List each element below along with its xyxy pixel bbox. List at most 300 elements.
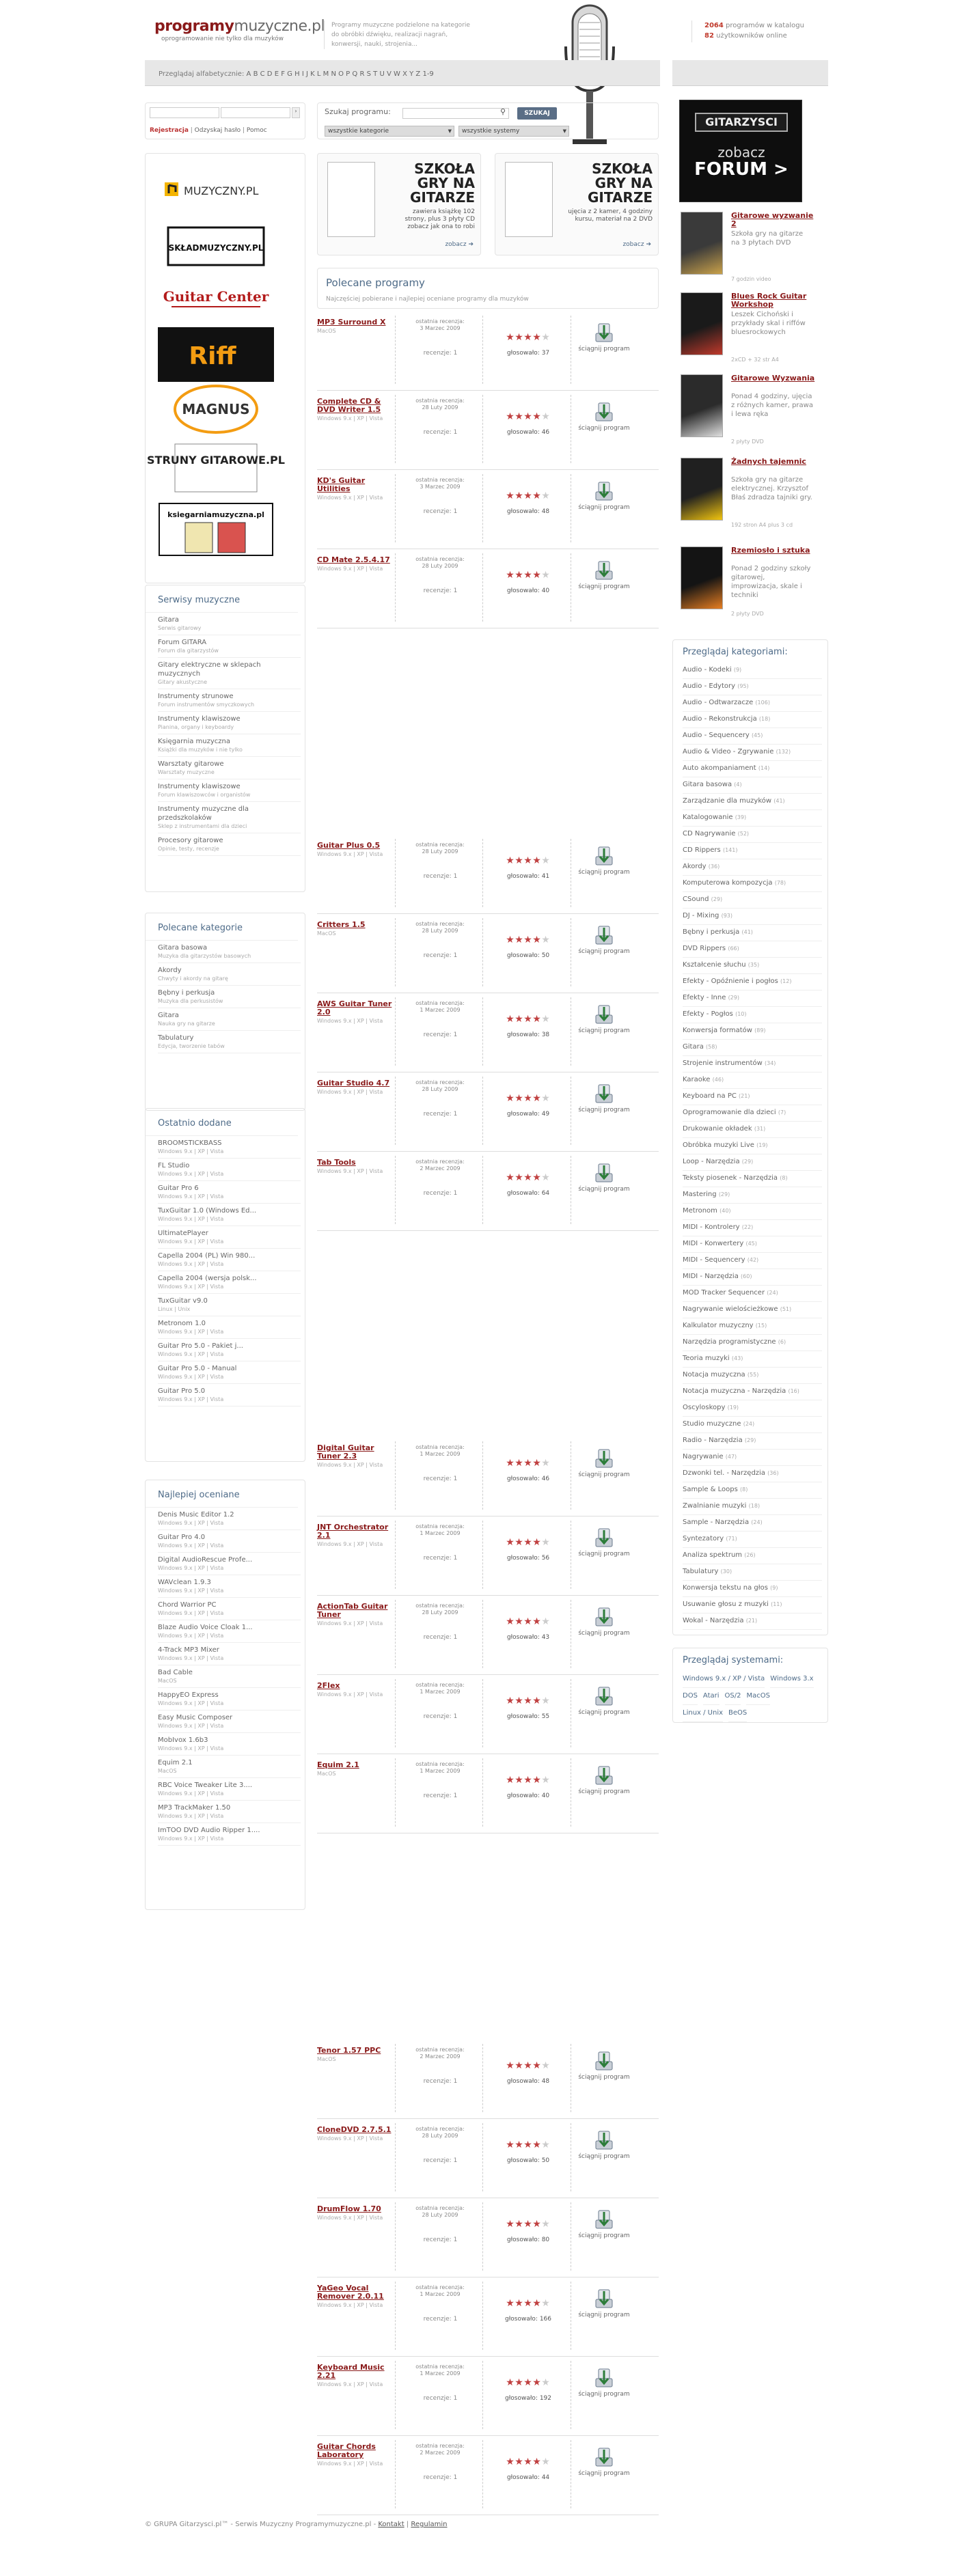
list-item-link[interactable]: Guitar Pro 4.0 xyxy=(158,1534,206,1541)
list-item[interactable] xyxy=(158,1339,301,1361)
list-item-link[interactable]: Forum GITARA xyxy=(158,639,207,646)
list-item[interactable] xyxy=(158,1598,301,1620)
category-link[interactable]: Komputerowa kompozycja xyxy=(683,879,773,887)
recover-password-link[interactable]: Odzyskaj hasło xyxy=(194,127,241,134)
star-icon[interactable]: ★ xyxy=(523,1775,532,1786)
star-icon[interactable]: ★ xyxy=(515,2139,523,2150)
rating-stars[interactable] xyxy=(485,2062,571,2071)
star-icon[interactable]: ★ xyxy=(541,2219,550,2230)
category-item[interactable] xyxy=(683,941,822,958)
rating-stars[interactable] xyxy=(485,1015,571,1024)
category-item[interactable] xyxy=(683,1269,822,1286)
category-item[interactable] xyxy=(683,892,822,909)
list-item-link[interactable]: Księgarnia muzyczna xyxy=(158,738,230,745)
alphabet-letter-link[interactable]: 1-9 xyxy=(422,70,434,78)
program-name-link[interactable]: 2Flex xyxy=(317,1681,340,1690)
star-icon[interactable]: ★ xyxy=(523,490,532,501)
book-title-link[interactable]: Gitarowe Wyzwania xyxy=(731,374,815,383)
category-item[interactable] xyxy=(683,1253,822,1269)
alphabet-letter-link[interactable]: U xyxy=(379,70,385,78)
list-item[interactable] xyxy=(158,1688,301,1711)
category-link[interactable]: Karaoke xyxy=(683,1076,711,1083)
system-link[interactable]: BeOS xyxy=(728,1705,747,1722)
list-item-link[interactable]: Denis Music Editor 1.2 xyxy=(158,1511,234,1519)
alphabet-letter-link[interactable]: P xyxy=(346,70,351,78)
star-icon[interactable]: ★ xyxy=(532,411,541,422)
category-link[interactable]: Audio - Odtwarzacze xyxy=(683,699,754,706)
star-icon[interactable]: ★ xyxy=(506,2060,515,2071)
list-item-link[interactable]: TuxGuitar v9.0 xyxy=(158,1297,208,1305)
download-button[interactable] xyxy=(577,1683,631,1716)
system-link[interactable]: DOS xyxy=(683,1688,698,1705)
list-item-link[interactable]: Gitara basowa xyxy=(158,944,208,952)
book-item[interactable] xyxy=(672,455,828,537)
alphabet-letter-link[interactable]: K xyxy=(310,70,315,78)
list-item[interactable] xyxy=(158,1181,301,1204)
category-item[interactable] xyxy=(683,679,822,695)
star-icon[interactable]: ★ xyxy=(515,1537,523,1548)
alphabet-letter-link[interactable]: N xyxy=(331,70,336,78)
list-item-link[interactable]: Guitar Pro 5.0 xyxy=(158,1387,206,1395)
download-button[interactable] xyxy=(577,478,631,511)
category-item[interactable] xyxy=(683,1105,822,1122)
category-item[interactable] xyxy=(683,1187,822,1204)
alphabet-letter-link[interactable]: F xyxy=(281,70,285,78)
list-item[interactable] xyxy=(158,1008,301,1031)
list-item[interactable] xyxy=(158,1711,301,1733)
star-icon[interactable]: ★ xyxy=(506,332,515,343)
list-item[interactable] xyxy=(158,986,301,1008)
star-icon[interactable]: ★ xyxy=(515,2219,523,2230)
star-icon[interactable]: ★ xyxy=(541,2456,550,2467)
list-item[interactable] xyxy=(158,1136,301,1159)
program-name-link[interactable]: MP3 Surround X xyxy=(317,318,386,327)
star-icon[interactable]: ★ xyxy=(532,1172,541,1183)
list-item-link[interactable]: BROOMSTICKBASS xyxy=(158,1139,222,1147)
category-item[interactable] xyxy=(683,1171,822,1187)
system-link[interactable]: MacOS xyxy=(746,1688,769,1705)
password-input[interactable] xyxy=(221,107,290,118)
list-item-link[interactable]: HappyEO Express xyxy=(158,1691,219,1699)
category-item[interactable] xyxy=(683,1138,822,1154)
list-item[interactable] xyxy=(158,802,301,833)
list-item-link[interactable]: Instrumenty muzyczne dla przedszkolaków xyxy=(158,805,249,822)
download-button[interactable] xyxy=(577,1525,631,1557)
alphabet-letter-link[interactable]: H xyxy=(294,70,300,78)
category-item[interactable] xyxy=(683,1154,822,1171)
list-item[interactable] xyxy=(158,734,301,757)
star-icon[interactable]: ★ xyxy=(541,1014,550,1025)
star-icon[interactable]: ★ xyxy=(506,490,515,501)
list-item[interactable] xyxy=(158,1575,301,1598)
category-link[interactable]: Notacja muzyczna - Narzędzia xyxy=(683,1387,786,1395)
star-icon[interactable]: ★ xyxy=(541,1458,550,1469)
forum-banner[interactable] xyxy=(679,100,802,202)
category-link[interactable]: MOD Tracker Sequencer xyxy=(683,1289,765,1297)
star-icon[interactable]: ★ xyxy=(541,855,550,866)
star-icon[interactable]: ★ xyxy=(541,1093,550,1104)
register-link[interactable]: Rejestracja xyxy=(150,127,189,134)
sponsor-logo-magnus[interactable] xyxy=(158,382,274,437)
download-button[interactable] xyxy=(577,1604,631,1637)
program-name-link[interactable]: Equim 2.1 xyxy=(317,1760,359,1769)
list-item[interactable] xyxy=(158,1530,301,1553)
category-item[interactable] xyxy=(683,909,822,925)
book-cover[interactable] xyxy=(681,292,723,355)
star-icon[interactable]: ★ xyxy=(541,1775,550,1786)
list-item[interactable] xyxy=(158,757,301,779)
rating-stars[interactable] xyxy=(485,1697,571,1706)
star-icon[interactable]: ★ xyxy=(506,1537,515,1548)
category-link[interactable]: Audio & Video - Zgrywanie xyxy=(683,748,774,756)
rating-stars[interactable] xyxy=(485,571,571,580)
category-item[interactable] xyxy=(683,1548,822,1564)
list-item[interactable] xyxy=(158,1271,301,1294)
category-link[interactable]: Wokal - Narzędzia xyxy=(683,1617,744,1624)
download-button[interactable] xyxy=(577,1762,631,1795)
system-select[interactable]: wszystkie systemy ▼ xyxy=(458,126,569,137)
star-icon[interactable]: ★ xyxy=(541,934,550,945)
download-button[interactable] xyxy=(577,2365,631,2398)
category-item[interactable] xyxy=(683,1400,822,1417)
star-icon[interactable]: ★ xyxy=(515,570,523,581)
list-item-link[interactable]: Gitary elektryczne w sklepach muzycznych xyxy=(158,661,261,678)
category-item[interactable] xyxy=(683,859,822,876)
list-item-link[interactable]: Easy Music Composer xyxy=(158,1714,233,1721)
alphabet-letter-link[interactable]: R xyxy=(359,70,365,78)
alphabet-letter-link[interactable]: I xyxy=(301,70,304,78)
list-item[interactable] xyxy=(158,1620,301,1643)
category-link[interactable]: Kształcenie słuchu xyxy=(683,961,746,969)
list-item[interactable] xyxy=(158,1361,301,1384)
category-link[interactable]: Nagrywanie xyxy=(683,1453,724,1460)
category-item[interactable] xyxy=(683,1023,822,1040)
rating-stars[interactable] xyxy=(485,1538,571,1547)
category-link[interactable]: Narzędzia programistyczne xyxy=(683,1338,776,1346)
book-cover[interactable] xyxy=(681,212,723,275)
list-item[interactable] xyxy=(158,1294,301,1316)
category-item[interactable] xyxy=(683,827,822,843)
category-item[interactable] xyxy=(683,712,822,728)
category-link[interactable]: Obróbka muzyki Live xyxy=(683,1141,754,1149)
star-icon[interactable]: ★ xyxy=(532,332,541,343)
star-icon[interactable]: ★ xyxy=(532,2060,541,2071)
category-link[interactable]: Tabulatury xyxy=(683,1568,719,1575)
star-icon[interactable]: ★ xyxy=(515,2060,523,2071)
download-button[interactable] xyxy=(577,399,631,432)
rating-stars[interactable] xyxy=(485,2141,571,2150)
download-button[interactable] xyxy=(577,557,631,590)
category-link[interactable]: Gitara basowa xyxy=(683,781,732,788)
category-item[interactable] xyxy=(683,1040,822,1056)
category-item[interactable] xyxy=(683,1450,822,1466)
login-input[interactable] xyxy=(150,107,219,118)
category-item[interactable] xyxy=(683,1286,822,1302)
category-item[interactable] xyxy=(683,728,822,745)
alphabet-letter-link[interactable]: E xyxy=(274,70,279,78)
program-name-link[interactable]: Guitar Studio 4.7 xyxy=(317,1079,390,1088)
category-link[interactable]: Sample - Narzędzia xyxy=(683,1519,750,1526)
category-link[interactable]: Bębny i perkusja xyxy=(683,928,740,936)
book-title-link[interactable]: Rzemiosło i sztuka xyxy=(731,546,810,555)
category-item[interactable] xyxy=(683,745,822,761)
program-name-link[interactable]: Tenor 1.57 PPC xyxy=(317,2046,381,2055)
list-item-link[interactable]: Gitara xyxy=(158,1012,179,1019)
category-item[interactable] xyxy=(683,1417,822,1433)
list-item[interactable] xyxy=(158,1756,301,1778)
category-item[interactable] xyxy=(683,695,822,712)
star-icon[interactable]: ★ xyxy=(515,490,523,501)
category-link[interactable]: Zarządzanie dla muzyków xyxy=(683,797,772,805)
category-link[interactable]: MIDI - Sequencery xyxy=(683,1256,745,1264)
category-item[interactable] xyxy=(683,1204,822,1220)
system-link[interactable]: Windows 9.x / XP / Vista xyxy=(683,1671,765,1688)
list-item-link[interactable]: Guitar Pro 5.0 - Manual xyxy=(158,1365,237,1372)
list-item[interactable] xyxy=(158,1823,301,1846)
list-item[interactable] xyxy=(158,1249,301,1271)
category-link[interactable]: Drukowanie okładek xyxy=(683,1125,752,1133)
category-link[interactable]: Nagrywanie wielościeżkowe xyxy=(683,1305,778,1313)
category-item[interactable] xyxy=(683,1532,822,1548)
star-icon[interactable]: ★ xyxy=(523,2456,532,2467)
download-button[interactable] xyxy=(577,2286,631,2318)
category-link[interactable]: Audio - Kodeki xyxy=(683,666,732,674)
category-item[interactable] xyxy=(683,1122,822,1138)
star-icon[interactable]: ★ xyxy=(541,1616,550,1627)
book-title-link[interactable]: Gitarowe wyzwanie 2 xyxy=(731,211,814,228)
star-icon[interactable]: ★ xyxy=(523,2219,532,2230)
category-item[interactable] xyxy=(683,1220,822,1236)
list-item-link[interactable]: Capella 2004 (PL) Win 980... xyxy=(158,1252,256,1260)
category-link[interactable]: Katalogowanie xyxy=(683,814,733,821)
program-name-link[interactable]: ActionTab Guitar Tuner xyxy=(317,1602,388,1619)
star-icon[interactable]: ★ xyxy=(515,1014,523,1025)
category-link[interactable]: DJ - Mixing xyxy=(683,912,720,919)
star-icon[interactable]: ★ xyxy=(523,855,532,866)
alphabet-letter-link[interactable]: M xyxy=(323,70,329,78)
list-item-link[interactable]: Procesory gitarowe xyxy=(158,837,223,844)
star-icon[interactable]: ★ xyxy=(523,332,532,343)
alphabet-letter-link[interactable]: Z xyxy=(415,70,421,78)
list-item[interactable] xyxy=(158,1204,301,1226)
category-link[interactable]: CSound xyxy=(683,896,709,903)
category-item[interactable] xyxy=(683,1318,822,1335)
star-icon[interactable]: ★ xyxy=(541,1695,550,1706)
star-icon[interactable]: ★ xyxy=(541,2377,550,2388)
star-icon[interactable]: ★ xyxy=(532,1775,541,1786)
star-icon[interactable]: ★ xyxy=(532,1537,541,1548)
system-link[interactable]: OS/2 xyxy=(725,1688,741,1705)
rating-stars[interactable] xyxy=(485,1094,571,1103)
list-item-link[interactable]: UltimatePlayer xyxy=(158,1230,208,1237)
star-icon[interactable]: ★ xyxy=(506,2377,515,2388)
category-select[interactable]: wszystkie kategorie ▼ xyxy=(325,126,454,137)
category-item[interactable] xyxy=(683,1368,822,1384)
category-item[interactable] xyxy=(683,1072,822,1089)
star-icon[interactable]: ★ xyxy=(515,855,523,866)
star-icon[interactable]: ★ xyxy=(506,1695,515,1706)
list-item[interactable] xyxy=(158,1384,301,1407)
list-item-link[interactable]: Bad Cable xyxy=(158,1669,193,1676)
list-item[interactable] xyxy=(158,1733,301,1756)
category-item[interactable] xyxy=(683,1597,822,1614)
category-item[interactable] xyxy=(683,1466,822,1482)
star-icon[interactable]: ★ xyxy=(506,1014,515,1025)
category-item[interactable] xyxy=(683,1433,822,1450)
category-item[interactable] xyxy=(683,1515,822,1532)
list-item-link[interactable]: Equim 2.1 xyxy=(158,1759,193,1767)
star-icon[interactable]: ★ xyxy=(532,1014,541,1025)
search-input[interactable] xyxy=(402,108,509,119)
star-icon[interactable]: ★ xyxy=(541,1172,550,1183)
list-item-link[interactable]: Akordy xyxy=(158,967,182,974)
category-link[interactable]: Strojenie instrumentów xyxy=(683,1060,763,1067)
star-icon[interactable]: ★ xyxy=(541,2139,550,2150)
star-icon[interactable]: ★ xyxy=(532,1093,541,1104)
star-icon[interactable]: ★ xyxy=(532,855,541,866)
search-button[interactable]: SZUKAJ xyxy=(517,107,557,120)
list-item-link[interactable]: 4-Track MP3 Mixer xyxy=(158,1646,219,1654)
category-item[interactable] xyxy=(683,925,822,941)
category-item[interactable] xyxy=(683,1482,822,1499)
category-link[interactable]: Studio muzyczne xyxy=(683,1420,741,1428)
rating-stars[interactable] xyxy=(485,492,571,501)
alphabet-letter-link[interactable]: W xyxy=(393,70,400,78)
category-link[interactable]: Efekty - Opóźnienie i pogłos xyxy=(683,978,778,985)
list-item[interactable] xyxy=(158,1778,301,1801)
rating-stars[interactable] xyxy=(485,333,571,342)
category-link[interactable]: Loop - Narzędzia xyxy=(683,1158,740,1165)
alphabet-letter-link[interactable]: Y xyxy=(409,70,414,78)
star-icon[interactable]: ★ xyxy=(523,1537,532,1548)
category-item[interactable] xyxy=(683,1335,822,1351)
book-title-link[interactable]: Żadnych tajemnic xyxy=(731,457,806,466)
category-item[interactable] xyxy=(683,876,822,892)
book-item[interactable] xyxy=(672,544,828,626)
list-item-link[interactable]: Tabulatury xyxy=(158,1034,194,1042)
category-link[interactable]: Keyboard na PC xyxy=(683,1092,737,1100)
list-item-link[interactable]: Capella 2004 (wersja polsk... xyxy=(158,1275,257,1282)
star-icon[interactable]: ★ xyxy=(515,934,523,945)
sponsor-logo-riff[interactable] xyxy=(158,327,274,382)
category-item[interactable] xyxy=(683,1614,822,1630)
category-item[interactable] xyxy=(683,991,822,1007)
download-button[interactable] xyxy=(577,2444,631,2477)
star-icon[interactable]: ★ xyxy=(515,1695,523,1706)
program-name-link[interactable]: CloneDVD 2.7.5.1 xyxy=(317,2125,392,2134)
category-item[interactable] xyxy=(683,1007,822,1023)
download-button[interactable] xyxy=(577,1001,631,1034)
rating-stars[interactable] xyxy=(485,1459,571,1468)
list-item[interactable] xyxy=(158,1801,301,1823)
sponsor-logo-muzyczny[interactable] xyxy=(158,167,274,222)
category-link[interactable]: Oscyloskopy xyxy=(683,1404,726,1411)
star-icon[interactable]: ★ xyxy=(515,2377,523,2388)
star-icon[interactable]: ★ xyxy=(532,2219,541,2230)
category-link[interactable]: Gitara xyxy=(683,1043,704,1051)
star-icon[interactable]: ★ xyxy=(515,411,523,422)
category-link[interactable]: Teoria muzyki xyxy=(683,1355,730,1362)
star-icon[interactable]: ★ xyxy=(506,1172,515,1183)
star-icon[interactable]: ★ xyxy=(515,2456,523,2467)
star-icon[interactable]: ★ xyxy=(541,2298,550,2309)
list-item-link[interactable]: WAVclean 1.9.3 xyxy=(158,1579,211,1586)
category-item[interactable] xyxy=(683,1056,822,1072)
sponsor-logo-ksiegarnia[interactable] xyxy=(158,502,274,557)
star-icon[interactable]: ★ xyxy=(523,2139,532,2150)
rating-stars[interactable] xyxy=(485,2220,571,2229)
category-link[interactable]: Radio - Narzędzia xyxy=(683,1437,743,1444)
list-item[interactable] xyxy=(158,635,301,658)
program-name-link[interactable]: YaGeo Vocal Remover 2.0.11 xyxy=(317,2284,384,2301)
promo-banner-2[interactable] xyxy=(495,153,659,255)
list-item[interactable] xyxy=(158,1553,301,1575)
program-name-link[interactable]: Digital Guitar Tuner 2.3 xyxy=(317,1443,374,1460)
alphabet-letter-link[interactable]: V xyxy=(386,70,392,78)
book-cover[interactable] xyxy=(681,458,723,521)
list-item[interactable] xyxy=(158,1316,301,1339)
list-item-link[interactable]: Gitara xyxy=(158,616,179,624)
list-item[interactable] xyxy=(158,712,301,734)
star-icon[interactable]: ★ xyxy=(515,1093,523,1104)
star-icon[interactable]: ★ xyxy=(541,2060,550,2071)
category-link[interactable]: Auto akompaniament xyxy=(683,764,756,772)
alphabet-letter-link[interactable]: A xyxy=(246,70,251,78)
category-link[interactable]: Audio - Sequencery xyxy=(683,732,750,739)
promo-more-link-1[interactable]: zobacz ➔ xyxy=(445,241,474,248)
list-item[interactable] xyxy=(158,833,301,856)
promo-more-link-2[interactable]: zobacz ➔ xyxy=(622,241,651,248)
star-icon[interactable]: ★ xyxy=(523,2060,532,2071)
star-icon[interactable]: ★ xyxy=(532,1695,541,1706)
list-item-link[interactable]: TuxGuitar 1.0 (Windows Ed... xyxy=(158,1207,257,1215)
category-item[interactable] xyxy=(683,1236,822,1253)
star-icon[interactable]: ★ xyxy=(532,2377,541,2388)
star-icon[interactable]: ★ xyxy=(541,1537,550,1548)
category-item[interactable] xyxy=(683,974,822,991)
category-item[interactable] xyxy=(683,1302,822,1318)
category-link[interactable]: Sample & Loops xyxy=(683,1486,738,1493)
download-button[interactable] xyxy=(577,1160,631,1193)
category-item[interactable] xyxy=(683,810,822,827)
star-icon[interactable]: ★ xyxy=(523,1014,532,1025)
download-button[interactable] xyxy=(577,843,631,876)
rules-link[interactable]: Regulamin xyxy=(411,2521,448,2528)
category-link[interactable]: Efekty - Pogłos xyxy=(683,1010,733,1018)
list-item-link[interactable]: RBC Voice Tweaker Lite 3.... xyxy=(158,1782,253,1789)
category-link[interactable]: MIDI - Kontrolery xyxy=(683,1223,740,1231)
program-name-link[interactable]: Guitar Chords Laboratory xyxy=(317,2442,376,2459)
sponsor-logo-skladmuzyczny[interactable] xyxy=(158,221,274,275)
category-link[interactable]: MIDI - Narzędzia xyxy=(683,1273,739,1280)
alphabet-letter-link[interactable]: G xyxy=(287,70,292,78)
book-item[interactable] xyxy=(672,209,828,291)
category-link[interactable]: Mastering xyxy=(683,1191,717,1198)
category-link[interactable]: Audio - Rekonstrukcja xyxy=(683,715,757,723)
category-link[interactable]: Oprogramowanie dla dzieci xyxy=(683,1109,776,1116)
category-link[interactable]: Audio - Edytory xyxy=(683,682,736,690)
category-link[interactable]: CD Rippers xyxy=(683,846,721,854)
download-button[interactable] xyxy=(577,320,631,352)
rating-stars[interactable] xyxy=(485,2458,571,2467)
rating-stars[interactable] xyxy=(485,2379,571,2387)
star-icon[interactable]: ★ xyxy=(506,570,515,581)
list-item-link[interactable]: Warsztaty gitarowe xyxy=(158,760,224,768)
category-link[interactable]: Notacja muzyczna xyxy=(683,1371,745,1379)
list-item[interactable] xyxy=(158,1226,301,1249)
category-item[interactable] xyxy=(683,843,822,859)
category-link[interactable]: Usuwanie głosu z muzyki xyxy=(683,1601,769,1608)
